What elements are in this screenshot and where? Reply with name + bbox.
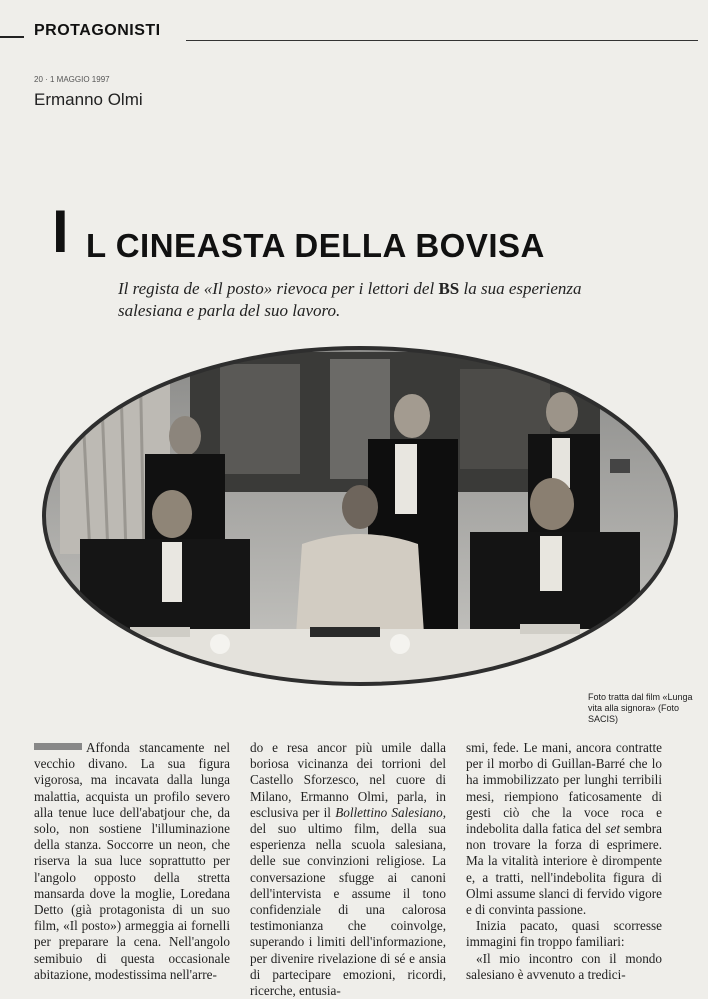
header-rule: [186, 40, 698, 41]
section-label: PROTAGONISTI: [34, 22, 167, 40]
text-column-1: [34, 740, 230, 983]
subtitle: [118, 278, 588, 322]
headline-initial: I: [52, 198, 69, 265]
column-text: , del suo ultimo film, della sua esperienza nella scuola salesiana, delle sue convinzioni religiose. La conversazione sfugge ai canoni dell'intervista e assume il tono confidenziale di una calorosa testimonianza che coinvolge, superando i limiti dell'informazione, per divenire rivelazione di sé e ansia di partecipare emozioni, ricordi, ricerche, entusia-: [250, 804, 446, 999]
column-text: do e resa ancor più umile dalla boriosa vicinanza dei torrioni del Castello Sforzesco, nel cuore di Milano, Ermanno Olmi, parla, in esclusiva per il: [250, 740, 446, 820]
column-text: smi, fede. Le mani, ancora contratte per il morbo di Guillan-Barré che lo ha immobilizzato per lunghi terribili mesi, riempiono faticosamente di gesti ciò che la voce roca e indebolita dalla fatica del: [466, 740, 662, 837]
headline: L CINEASTA DELLA BOVISA: [86, 227, 545, 264]
column-italic: set: [605, 821, 620, 837]
text-column-3: [466, 740, 662, 983]
lead-bar: [34, 743, 82, 750]
column-text: sembra non trovare la forza di esprimere. Ma la vitalità interiore è dirompente e, a tratti, nell'indebolita figura di Olmi assume slanci di fervido vigore e di convinta passione.: [466, 821, 662, 918]
photo-caption: Foto tratta dal film «Lunga vita alla signora» (Foto SACIS): [588, 692, 693, 724]
text-column-2: [250, 740, 446, 999]
page-info: 20 · 1 MAGGIO 1997: [34, 75, 110, 84]
subtitle-text: Il regista de «Il posto» rievoca per i lettori del: [118, 279, 439, 298]
dinner-photo: [40, 344, 680, 689]
byline: Ermanno Olmi: [34, 90, 143, 109]
paragraph: Inizia pacato, quasi scorresse immagini fin troppo familiari:: [466, 918, 662, 950]
subtitle-text: la sua esperienza salesiana e parla del suo lavoro.: [118, 279, 582, 320]
header-rule: [0, 36, 24, 38]
column-text: Affonda stancamente nel vecchio divano. La sua figura vigorosa, ma incavata dalla lunga malattia, acquista un profilo severo alla tenue luce dell'abatjour che, da solo, non sostiene l'illuminazione della stanza. Soccorre un neon, che riserva la sua luce soprattutto per l'angolo opposto della stretta mansarda dove la moglie, Loredana Detto (già protagonista di un suo film, «Il posto») armeggia ai fornelli per preparare la cena. Nell'angolo semibuio di questa occasionale abitazione, modestissima nell'arre-: [34, 740, 230, 982]
subtitle-bs: BS: [438, 279, 460, 298]
paragraph: «Il mio incontro con il mondo salesiano è avvenuto a tredici-: [466, 950, 662, 982]
column-italic: Bollettino Salesiano: [335, 804, 443, 820]
